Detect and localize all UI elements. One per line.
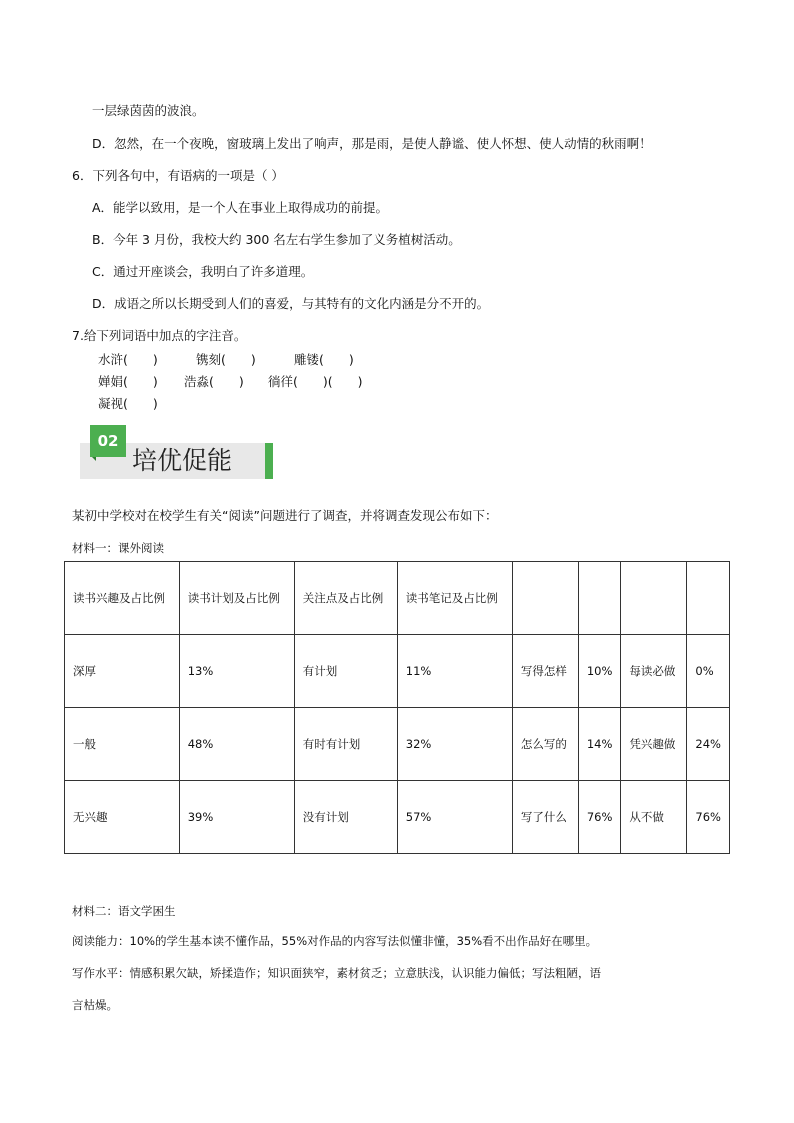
section-title: 培优促能 <box>132 446 233 475</box>
intro-text: 某初中学校对在校学生有关“阅读”问题进行了调查，并将调查发现公布如下： <box>72 508 498 523</box>
table-cell: 24% <box>687 708 730 781</box>
table-row <box>65 708 730 781</box>
table-cell: 14% <box>578 708 621 781</box>
survey-table <box>64 561 730 854</box>
table-cell: 0% <box>687 635 730 708</box>
table-cell: 深厚 <box>65 635 180 708</box>
table-cell: 凭兴趣做 <box>621 708 687 781</box>
table-cell: 有计划 <box>294 635 397 708</box>
table-cell: 11% <box>397 635 512 708</box>
table-header-cell: 读书笔记及占比例 <box>397 562 512 635</box>
table-header-cell: 读书兴趣及占比例 <box>65 562 180 635</box>
table-cell: 13% <box>179 635 294 708</box>
table-cell: 写了什么 <box>512 781 578 854</box>
table-cell: 57% <box>397 781 512 854</box>
material1-label: 材料一：课外阅读 <box>72 541 164 555</box>
table-cell: 76% <box>687 781 730 854</box>
table-header-row <box>65 562 730 635</box>
q6-option-c: C．通过开座谈会，我明白了许多道理。 <box>92 264 314 279</box>
q7-word: 水浒( ) <box>98 352 158 367</box>
table-cell: 没有计划 <box>294 781 397 854</box>
table-cell: 39% <box>179 781 294 854</box>
material2-writing: 写作水平：情感积累欠缺，矫揉造作；知识面狭窄，素材贫乏；立意肤浅，认识能力偏低；写法粗陋，语 <box>72 966 601 980</box>
q7-word: 凝视( ) <box>98 396 158 411</box>
q6-stem: 6．下列各句中，有语病的一项是（ ） <box>72 168 284 183</box>
material2-label: 材料二：语文学困生 <box>72 904 176 918</box>
table-header-cell: 读书计划及占比例 <box>179 562 294 635</box>
q6-option-d: D．成语之所以长期受到人们的喜爱，与其特有的文化内涵是分不开的。 <box>92 296 490 311</box>
table-cell: 有时有计划 <box>294 708 397 781</box>
table-cell: 怎么写的 <box>512 708 578 781</box>
table-row <box>65 635 730 708</box>
section-header <box>80 425 275 481</box>
q7-word: 浩淼( ) <box>184 374 244 389</box>
table-cell: 写得怎样 <box>512 635 578 708</box>
table-header-cell <box>578 562 621 635</box>
q5-prev-tail: 一层绿茵茵的波浪。 <box>92 103 205 118</box>
table-cell: 无兴趣 <box>65 781 180 854</box>
table-header-cell <box>687 562 730 635</box>
table-cell: 每读必做 <box>621 635 687 708</box>
q7-word: 镌刻( ) <box>196 352 256 367</box>
table-cell: 48% <box>179 708 294 781</box>
table-cell: 32% <box>397 708 512 781</box>
table-cell: 从不做 <box>621 781 687 854</box>
q6-option-a: A．能学以致用，是一个人在事业上取得成功的前提。 <box>92 200 389 215</box>
section-header-accent <box>265 443 273 479</box>
q7-stem: 7.给下列词语中加点的字注音。 <box>72 328 247 343</box>
material2-reading: 阅读能力：10%的学生基本读不懂作品，55%对作品的内容写法似懂非懂，35%看不出作品好在哪里。 <box>72 934 598 948</box>
table-header-cell: 关注点及占比例 <box>294 562 397 635</box>
table-header-cell <box>621 562 687 635</box>
q7-word: 雕镂( ) <box>294 352 354 367</box>
table-cell: 10% <box>578 635 621 708</box>
table-cell: 一般 <box>65 708 180 781</box>
table-row <box>65 781 730 854</box>
q7-word: 徜徉( )( ) <box>268 374 363 389</box>
q6-option-b: B．今年 3 月份，我校大约 300 名左右学生参加了义务植树活动。 <box>92 232 461 247</box>
section-number: 02 <box>90 425 126 457</box>
table-cell: 76% <box>578 781 621 854</box>
table-header-cell <box>512 562 578 635</box>
material2-writing-cont: 言枯燥。 <box>72 998 118 1012</box>
q7-word: 婵娟( ) <box>98 374 158 389</box>
q5-option-d: D．忽然，在一个夜晚，窗玻璃上发出了响声，那是雨，是使人静谧、使人怀想、使人动情的秋雨啊！ <box>92 136 652 151</box>
